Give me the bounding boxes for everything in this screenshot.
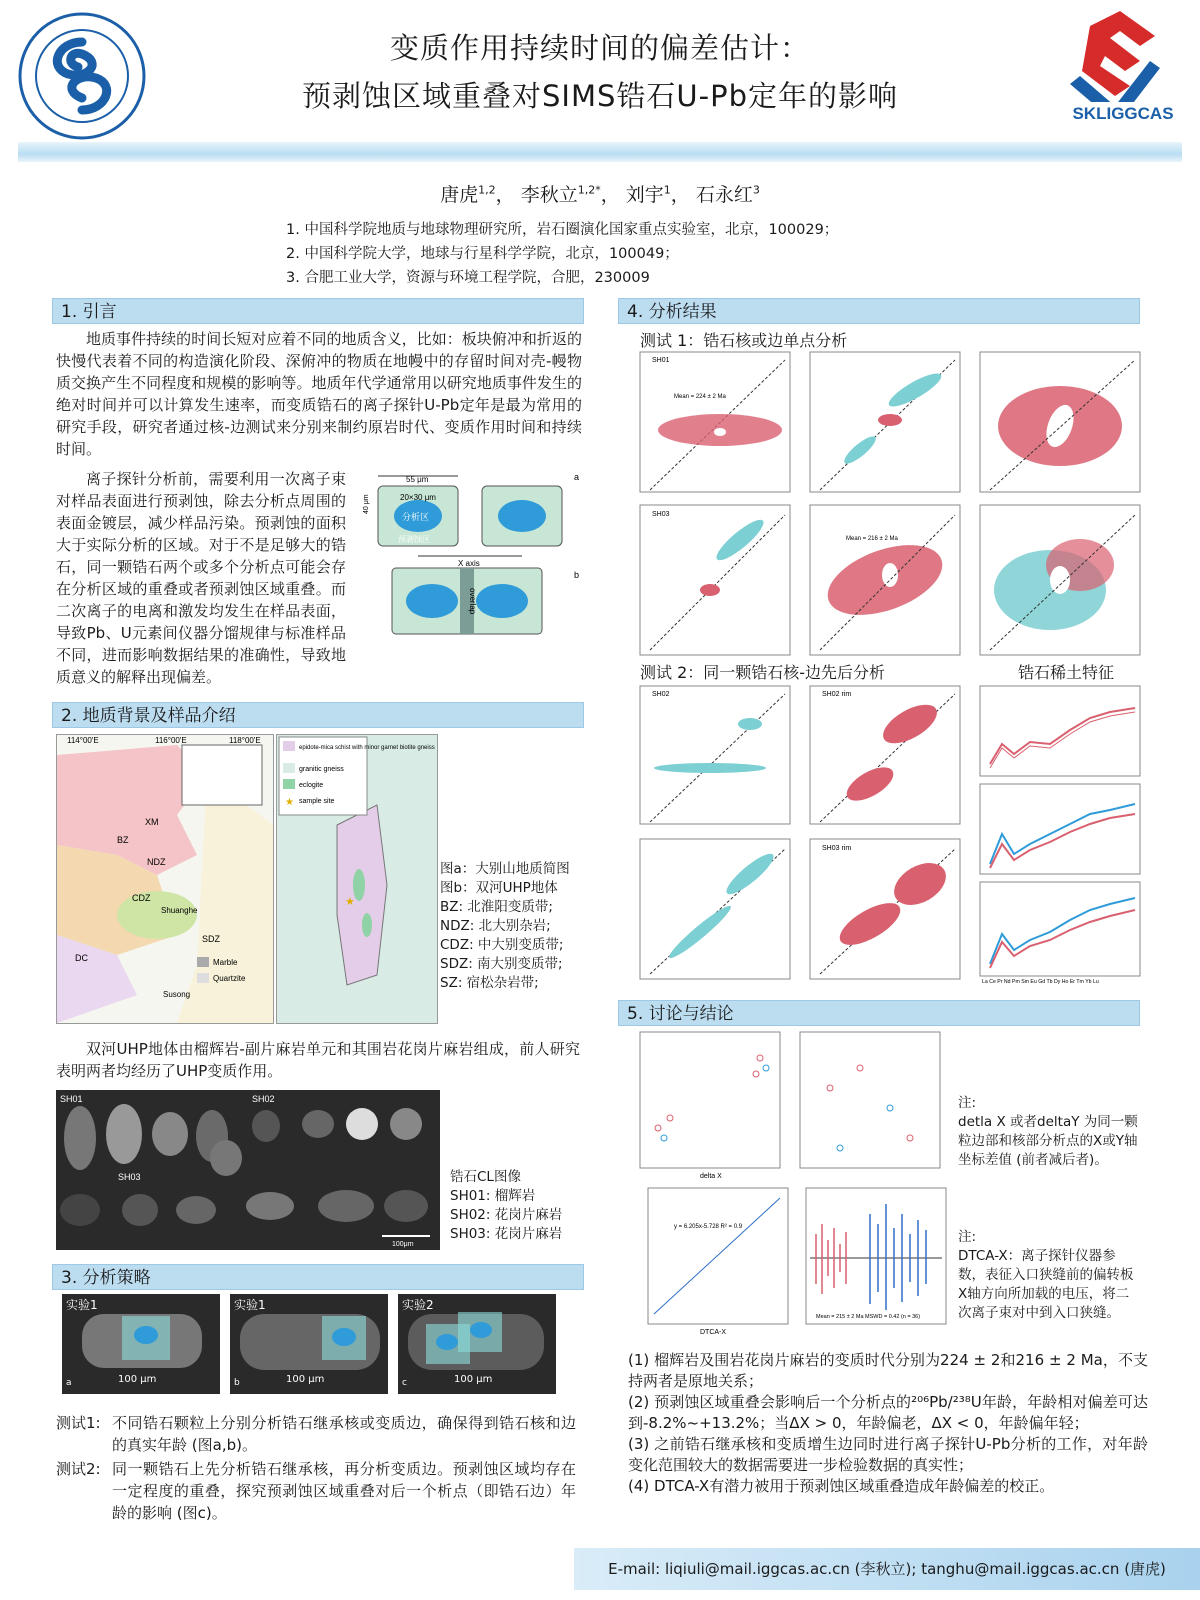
geologic-map-b [276, 734, 438, 1024]
author-2: 李秋立 [520, 184, 578, 206]
map-zone-sdz: SDZ [202, 934, 220, 944]
panel-a-scale: 100 μm [118, 1374, 157, 1385]
results-plots-row1 [630, 350, 1150, 660]
subheading-test-1: 测试 1：锆石核或边单点分析 [640, 331, 848, 350]
experiment-panel-a [62, 1294, 220, 1394]
cl-caption-line: 锆石CL图像 [450, 1169, 521, 1185]
map-zone-bz: BZ [117, 835, 129, 845]
author-3: 刘宇 [625, 184, 664, 206]
test-1-text: 不同锆石颗粒上分别分析锆石继承核或变质边，确保得到锆石核和边的真实年龄 (图a,b)。 [112, 1414, 576, 1454]
author-line [0, 180, 1200, 207]
conclusion-4: (4) DTCA-X有潜力被用于预剥蚀区域重叠造成年龄偏差的校正。 [628, 1477, 1055, 1495]
discussion-scatter-plots [630, 1028, 950, 1178]
left-logo [18, 12, 146, 140]
author-2-sup: 1,2* [577, 183, 601, 197]
fig-height-label: 40 μm [363, 494, 370, 514]
cl-label-sh03: SH03 [118, 1172, 141, 1182]
cl-label-sh02: SH02 [252, 1094, 275, 1104]
section-5-heading: 5. 讨论与结论 [618, 1000, 1140, 1026]
note-1 [958, 1094, 1138, 1170]
experiment-panel-c [398, 1294, 556, 1394]
note-2-text: DTCA-X：离子探针仪器参数，表征入口狭缝前的偏转板X轴方向所加载的电压，将二次离子束对中到入口狭缝。 [958, 1248, 1134, 1321]
subheading-ree: 锆石稀土特征 [1018, 663, 1115, 682]
note-2-title: 注: [958, 1229, 977, 1245]
title-line-2: 预剥蚀区域重叠对SIMS锆石U-Pb定年的影响 [302, 79, 898, 113]
affiliation-2: 2. 中国科学院大学，地球与行星科学学院，北京，100049； [286, 246, 679, 262]
cl-label-sh01: SH01 [60, 1094, 83, 1104]
test-2-label: 测试2: [56, 1460, 101, 1478]
author-1: 唐虎 [440, 184, 479, 206]
plot-label-sh03: SH03 [652, 511, 670, 518]
map-caption-line: BZ: 北淮阳变质带; [440, 899, 553, 915]
plot-test2-sh03-b [810, 839, 960, 979]
panel-c-title: 实验2 [402, 1298, 434, 1312]
map-susong: Susong [163, 990, 191, 999]
right-logo [1060, 6, 1186, 136]
plot-mean-1: Mean = 224 ± 2 Ma [674, 394, 726, 400]
header-banner [18, 142, 1182, 162]
author-4-sup: 3 [752, 183, 760, 197]
map-caption-line: 图a：大别山地质简图 [440, 861, 570, 877]
plot-test2-sh03-a [640, 839, 790, 979]
intro-paragraph-2: 离子探针分析前，需要利用一次离子束对样品表面进行预剥蚀，除去分析点周围的表面金镀层，减少样品污染。预剥蚀的面积大于实际分析的区域。对于不是足够大的锆石，同一颗锆石两个或多个分析点可能会存在分析区域的重叠或者预剥蚀区域重叠。而二次离子的电离和激发均发生在样品表面，导致Pb、U元素间仪器分馏规律与标准样品不同，进而影响数据结果的准确性，导致地质意义的解释出现偏差。 [56, 470, 346, 686]
legend-eclogite: eclogite [299, 782, 324, 789]
plot-label-sh02: SH02 [652, 691, 670, 698]
author-sep: ， [495, 184, 515, 206]
map-zone-ndz: NDZ [147, 857, 166, 867]
plot-sh03-b [980, 505, 1140, 655]
plot-sh02-a [980, 352, 1140, 492]
conclusions [628, 1350, 1148, 1497]
title-line-1: 变质作用持续时间的偏差估计： [389, 31, 810, 65]
note-1-text: detla X 或者deltaY 为同一颗粒边部和核部分析点的X或Y轴坐标差值 (前者减后者)。 [958, 1114, 1138, 1168]
affiliation-1: 1. 中国科学院地质与地球物理研究所，岩石圈演化国家重点实验室，北京，100029； [286, 222, 839, 238]
geologic-map-a [56, 734, 274, 1024]
right-logo-text: SKLIGGCAS [1072, 104, 1174, 123]
fig-preablation-label: 预剥蚀区 [398, 535, 430, 544]
section-1-heading: 1. 引言 [52, 298, 584, 324]
svg-text:★: ★ [285, 797, 294, 808]
plot-sh02-b [810, 505, 960, 655]
fig-overlap-label: overlap [468, 588, 477, 615]
cl-caption [450, 1168, 580, 1244]
fig-width-label: 55 μm [406, 475, 429, 484]
panel-c-scale: 100 μm [454, 1374, 493, 1385]
panel-b-title: 实验1 [234, 1298, 266, 1312]
note-2 [958, 1228, 1140, 1323]
results-plots-row2 [630, 684, 1150, 984]
map-lon-3: 118°00'E [229, 736, 261, 745]
plot-label-sh01: SH01 [652, 357, 670, 364]
author-sep: ， [670, 184, 690, 206]
map-caption-line: 图b：双河UHP地体 [440, 880, 558, 896]
plot-sh01-b [810, 352, 960, 492]
conclusion-1: (1) 榴辉岩及围岩花岗片麻岩的变质时代分别为224 ± 2和216 ± 2 Ma，不支持两者是原地关系； [628, 1351, 1148, 1390]
author-1-sup: 1,2 [478, 183, 496, 197]
plot-ree-1 [980, 686, 1140, 776]
zircon-cl-images [56, 1090, 440, 1250]
plot-test2-sh02-b [810, 686, 960, 824]
map-legend-marble: Marble [213, 958, 238, 967]
preablation-diagram [362, 470, 584, 660]
discussion-dtca-plots [630, 1184, 950, 1334]
section-4-heading: 4. 分析结果 [618, 298, 1140, 324]
map-caption-line: NDZ: 北大别杂岩; [440, 918, 551, 934]
map-zone-dc: DC [75, 953, 88, 963]
plot-sh03-a [640, 505, 790, 655]
conclusion-2: (2) 预剥蚀区域重叠会影响后一个分析点的²⁰⁶Pb/²³⁸U年龄，年龄相对偏差可达到-8.2%~+13.2%；当ΔX > 0，年龄偏老，ΔX < 0，年龄偏年轻； [628, 1393, 1148, 1432]
map-shuanghe: Shuanghe [161, 906, 198, 915]
map-caption-line: SDZ: 南大别变质带; [440, 956, 563, 972]
plot-label-sh02-rim: SH02 rim [822, 691, 852, 698]
plot-label-sh03-rim: SH03 rim [822, 845, 852, 852]
map-zone-xm: XM [145, 817, 159, 827]
panel-a-letter: a [66, 1378, 72, 1388]
map-caption-line: SZ: 宿松杂岩带; [440, 975, 539, 991]
cl-scale-label: 100μm [392, 1241, 414, 1248]
experiment-panels [62, 1294, 556, 1394]
plot-mean-2: Mean = 216 ± 2 Ma [846, 536, 898, 542]
map-caption [440, 860, 580, 993]
fig-label-b: b [574, 570, 580, 580]
note-1-title: 注: [958, 1095, 977, 1111]
panel-a-title: 实验1 [66, 1298, 98, 1312]
fig-spot-label: 20×30 μm [400, 493, 436, 502]
section-2-heading: 2. 地质背景及样品介绍 [52, 702, 584, 728]
plot-equation: y = 6.205x-5.728 R² = 0.9 [674, 1224, 743, 1230]
affiliation-3: 3. 合肥工业大学，资源与环境工程学院，合肥，230009 [286, 270, 650, 286]
legend-gneiss: granitic gneiss [299, 766, 344, 773]
cl-caption-line: SH02: 花岗片麻岩 [450, 1207, 563, 1223]
cl-caption-line: SH01: 榴辉岩 [450, 1188, 536, 1204]
map-lon-2: 116°00'E [155, 736, 187, 745]
test-2-text: 同一颗锆石上先分析锆石继承核，再分析变质边。预剥蚀区域均存在一定程度的重叠，探究预剥蚀区域重叠对后一个析点（即锆石边）年龄的影响 (图c)。 [112, 1460, 576, 1522]
author-sep: ， [600, 184, 620, 206]
map-zone-cdz: CDZ [132, 893, 151, 903]
panel-b-scale: 100 μm [286, 1374, 325, 1385]
test-1-label: 测试1: [56, 1414, 101, 1432]
plot-axis-deltax: delta X [700, 1173, 722, 1178]
ree-axis-label: La Ce Pr Nd Pm Sm Eu Gd Tb Dy Ho Er Tm Yb Lu [982, 979, 1099, 984]
fig-analysis-label: 分析区 [402, 512, 430, 522]
plot-ree-2 [980, 784, 1140, 874]
svg-text:★: ★ [345, 896, 355, 908]
contact-footer: E-mail: liqiuli@mail.iggcas.ac.cn (李秋立); tanghu@mail.iggcas.ac.cn (唐虎) [574, 1548, 1200, 1590]
fig-xaxis-label: X axis [458, 559, 480, 568]
cl-caption-line: SH03: 花岗片麻岩 [450, 1226, 563, 1242]
plot-ree-3 [980, 882, 1140, 984]
legend-schist: epidote-mica schist with minor garnet biotite gneiss [299, 745, 435, 751]
subheading-test-2: 测试 2：同一颗锆石核-边先后分析 [640, 663, 886, 682]
map-legend-quartzite: Quartzite [213, 974, 246, 983]
plot-mean-3: Mean = 215 ± 2 Ma MSWD = 0.42 (n = 36) [816, 1314, 921, 1320]
map-caption-line: CDZ: 中大别变质带; [440, 937, 564, 953]
plot-axis-dtcax: DTCA-X [700, 1329, 727, 1334]
author-4: 石永红 [695, 184, 753, 206]
experiment-panel-b [230, 1294, 388, 1394]
fig-label-a: a [574, 472, 580, 482]
plot-test2-sh02-a [640, 686, 790, 824]
sec2-paragraph: 双河UHP地体由榴辉岩-副片麻岩单元和其围岩花岗片麻岩组成，前人研究表明两者均经历了UHP变质作用。 [56, 1040, 580, 1080]
conclusion-3: (3) 之前锆石继承核和变质增生边同时进行离子探针U-Pb分析的工作，对年龄变化范围较大的数据需要进一步检验数据的真实性； [628, 1435, 1148, 1474]
legend-sample-site: sample site [299, 798, 335, 805]
intro-paragraph-1: 地质事件持续的时间长短对应着不同的地质含义，比如：板块俯冲和折返的快慢代表着不同的构造演化阶段、深俯冲的物质在地幔中的存留时间对壳-幔物质交换产生不同程度和规模的影响等。地质年代学通常用以研究地质事件发生的绝对时间并可以计算发生速率，而变质锆石的离子探针U-Pb定年是最为常用的研究手段，研究者通过核-边测试来分别来制约原岩时代、变质作用时间和持续时间。 [56, 330, 582, 458]
section-3-heading: 3. 分析策略 [52, 1264, 584, 1290]
plot-sh01-a [640, 352, 790, 492]
test-1-block [56, 1412, 576, 1524]
panel-b-letter: b [234, 1378, 240, 1388]
author-3-sup: 1 [663, 183, 671, 197]
panel-c-letter: c [402, 1378, 407, 1388]
map-lon-1: 114°00'E [67, 736, 99, 745]
